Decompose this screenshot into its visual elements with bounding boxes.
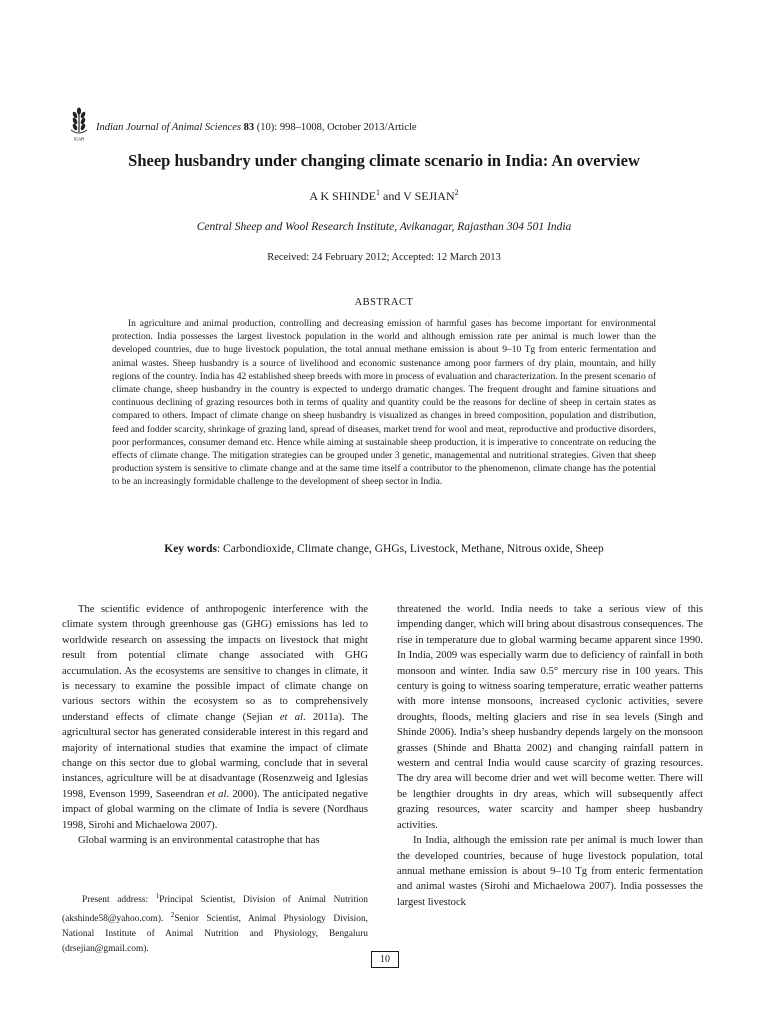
abstract-heading: ABSTRACT: [354, 297, 414, 308]
body-text-italic: et al: [207, 788, 227, 800]
body-text-italic: et al: [279, 711, 303, 723]
journal-citation: [96, 122, 417, 133]
journal-name: Indian Journal of Animal Sciences: [96, 122, 242, 133]
affiliation: Central Sheep and Wool Research Institute, Avikanagar, Rajasthan 304 501 India: [196, 221, 572, 233]
journal-volume: 83: [243, 122, 255, 133]
body-column-right: [397, 602, 703, 910]
author-2-affil-mark: 2: [454, 188, 459, 197]
abstract-text: In agriculture and animal production, controlling and decreasing emission of harmful gases has become important for environmental protection. India possesses the largest livestock population in the world and although emission rate per animal is much lower than the developed countries, due to huge livestock population, the total annual methane emission is about 9–10 Tg from enteric fermentation and animal wastes. Sheep husbandry is a source of livelihood and economic sustenance among poor farmers of dry plain, mountain, and hilly regions of the country. India has 42 established sheep breeds with more in process of evaluation and characterization. In the present scenario of climate change, sheep husbandry in the country is expected to undergo dramatic changes. The frequent drought and famine situations and continuous declining of grazing resources both in terms of quality and quantity could be the reasons for decline of sheep in certain states as compared to others. Impact of climate change on sheep husbandry is visualized as changes in breed composition, population and distribution, feed and fodder scarcity, shrinkage of grazing land, spread of diseases, market trend for wool and meat, reproductive and productive disorders, poor performances, consumer demand etc. Hence while aiming at sustainable sheep production, it is imperative to concentrate on reducing the effects of climate change. The mitigation strategies can be grouped under 3 genetic, managemental and nutritional strategies. Given that sheep production system is sensitive to climate change and at the same time itself a contributor to the phenomenon, climate change has the potential to be an increasingly formidable challenge to the development of sheep sector in India.: [112, 319, 656, 488]
footnote-mark: 2: [170, 911, 175, 920]
body-paragraph: Global warming is an environmental catastrophe that has: [78, 835, 320, 847]
author-1-affil-mark: 1: [376, 188, 381, 197]
body-paragraph: threatened the world. India needs to take a serious view of this impending danger, which will bring about disastrous consequences. The rise in temperature due to global warming became apparent since 1990. In India, 2009 was especially warm due to deficiency of rainfall in both monsoon and winter. India saw 0.5° mercury rise in 100 years. This century is going to witness soaring temperature, erratic weather patterns with more intense monsoons, increased cyclonic activities, severe droughts, floods, melting glaciers and rise in sea levels (Singh and Shinde 2006). India’s sheep husbandry depends largely on the monsoon grasses (Shinde and Bhatta 2002) and changing rainfall pattern in western and central India would cause scarcity of grazing resources. The dry area will become drier and wet will become wetter. There will be lengthier droughts in dry areas, which will subsequently affect grazing resources, water scarcity and hamper sheep husbandry activities.: [397, 604, 703, 831]
body-text: . 2011a). The agricultural sector has generated considerable interest in this regard and majority of international studies that examine the impact of climate change on this sector due to global warming, conclude that in several instances, agriculture will be at disadvantage (Rosenzweig and Iglesias 1998, Evenson 1999, Saseendran: [62, 711, 368, 800]
journal-issue-pages: (10): 998–1008, October 2013/Article: [254, 122, 417, 133]
article-title: Sheep husbandry under changing climate scenario in India: An overview: [128, 151, 640, 170]
icar-logo-icon: [68, 106, 90, 142]
author-1: A K SHINDE: [309, 189, 377, 203]
footnote-label: Present address:: [82, 895, 156, 906]
author-address-footnote: [62, 889, 368, 957]
keywords: [0, 543, 768, 555]
author-list: [0, 188, 768, 204]
footnote-text: Principal Scientist, Division of Animal Nutrition (akshinde58@yahoo.com).: [62, 895, 368, 925]
body-text: The scientific evidence of anthropogenic interference with the climate system through greenhouse gas (GHG) emissions has led to worldwide research on assessing the impacts on livestock that might result from potential climate change associated with GHG accumulation. As the ecosystems are sensitive to changes in climate, it is necessary to examine the possible impact of climate change on various sectors within the ecosystem so as to comprehensively understand effects of climate change (Sejian: [62, 604, 368, 723]
keywords-label: Key words: [164, 543, 217, 555]
keywords-list: : Carbondioxide, Climate change, GHGs, Livestock, Methane, Nitrous oxide, Sheep: [216, 543, 604, 555]
footnote-mark: 1: [155, 892, 160, 900]
body-column-left: [62, 602, 368, 849]
received-accepted-dates: Received: 24 February 2012; Accepted: 12 March 2013: [267, 252, 501, 263]
body-text: . 2000). The anticipated negative impact of global warming on the climate of India is severe (Nordhaus 1998, Sirohi and Michaelowa 2007).: [62, 788, 368, 831]
author-connector: and: [380, 189, 404, 203]
body-paragraph: In India, although the emission rate per animal is much lower than the developed countries, because of huge livestock population, total annual methane emission is about 9–10 Tg from enteric fermentation and animal wastes (Sirohi and Michaelowa 2007). India possesses the largest livestock: [397, 835, 703, 908]
body-paragraph: [62, 602, 368, 833]
page-number: 10: [371, 951, 399, 968]
footnote-text: Senior Scientist, Animal Physiology Division, National Institute of Animal Nutrition and Physiology, Bengaluru (drsejian@gmail.com).: [62, 914, 368, 955]
author-2: V SEJIAN: [403, 189, 455, 203]
logo-text: ICAR: [73, 136, 85, 142]
